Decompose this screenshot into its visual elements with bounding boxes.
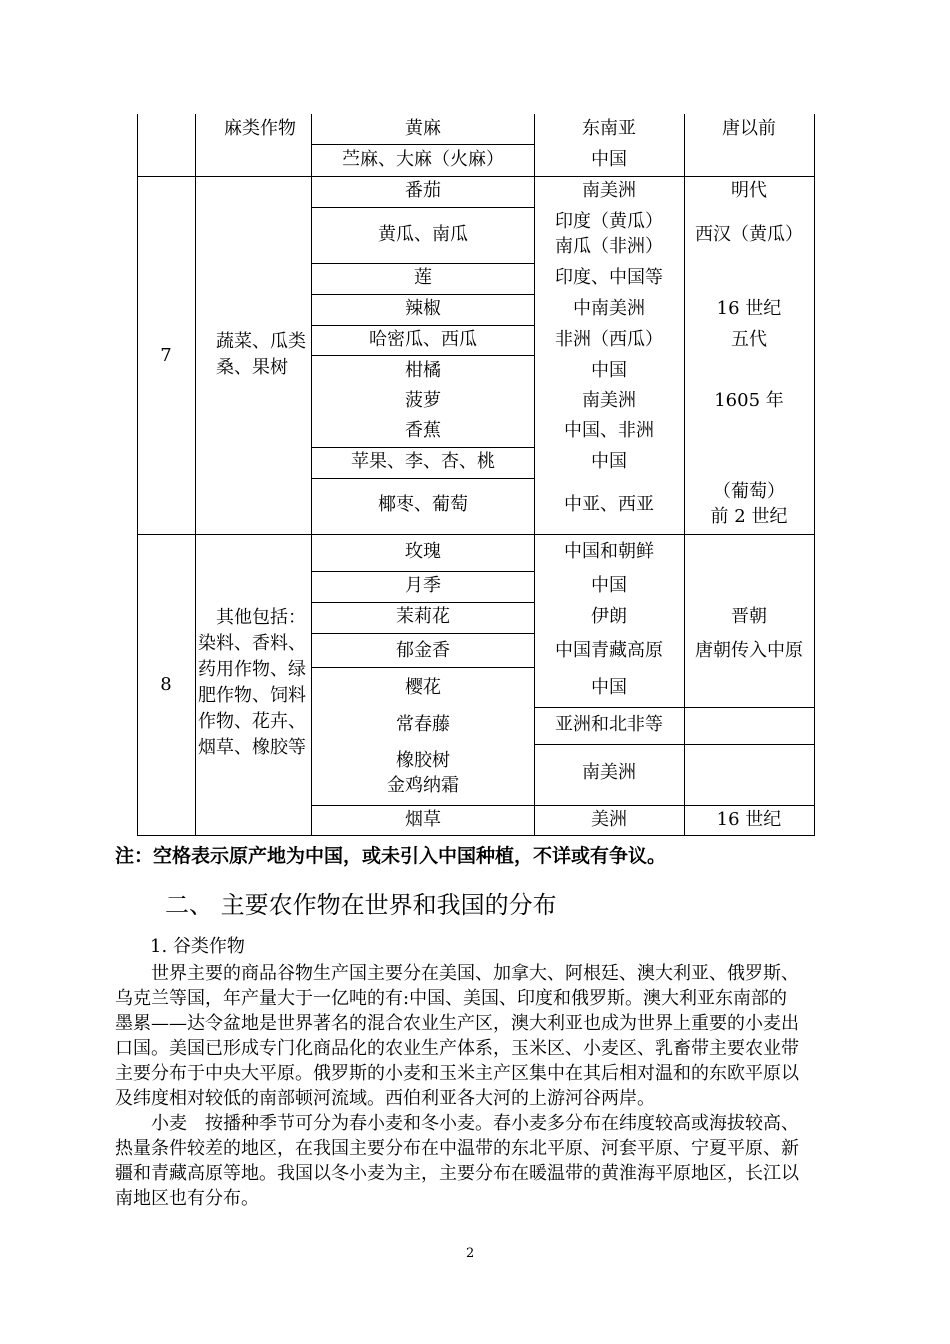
crop-name-cell: 常春藤 xyxy=(396,714,450,735)
table-col-divider xyxy=(684,114,685,836)
origin-cell: 亚洲和北非等 xyxy=(555,714,663,735)
crop-name-cell: 樱花 xyxy=(405,677,441,698)
category-cell-line: 药用作物、绿 xyxy=(198,659,306,680)
origin-cell: 南美洲 xyxy=(582,762,636,783)
table-cell-divider xyxy=(534,707,815,708)
paragraph-line: 乌克兰等国，年产量大于一亿吨的有:中国、美国、印度和俄罗斯。澳大利亚东南部的 xyxy=(115,988,788,1009)
paragraph-line: 世界主要的商品谷物生产国主要分在美国、加拿大、阿根廷、澳大利亚、俄罗斯、 xyxy=(151,963,799,984)
table-cell-divider xyxy=(311,263,535,264)
paragraph-line: 小麦 按播种季节可分为春小麦和冬小麦。春小麦多分布在纬度较高或海拔较高、 xyxy=(151,1113,799,1134)
crop-name-cell: 烟草 xyxy=(405,809,441,830)
crop-name-cell: 苹果、李、杏、桃 xyxy=(351,451,495,472)
table-note: 注：空格表示原产地为中国，或未引入中国种植，不详或有争议。 xyxy=(115,845,667,867)
table-cell-divider xyxy=(311,355,535,356)
origin-cell-line: 印度（黄瓜） xyxy=(555,211,663,232)
subsection-heading: 1. 谷类作物 xyxy=(150,936,245,957)
table-cell-divider xyxy=(311,478,535,479)
table-cell-divider xyxy=(534,744,815,745)
crop-name-cell: 苎麻、大麻（火麻） xyxy=(342,149,504,170)
crop-name-cell: 玫瑰 xyxy=(405,541,441,562)
table-row-divider xyxy=(137,534,815,535)
introduction-time-cell: 1605 年 xyxy=(714,390,784,411)
paragraph-line: 南地区也有分布。 xyxy=(115,1188,259,1209)
paragraph-line: 墨累——达令盆地是世界著名的混合农业生产区，澳大利亚也成为世界上重要的小麦出 xyxy=(115,1013,799,1034)
origin-cell: 中国 xyxy=(591,149,627,170)
table-cell-divider xyxy=(311,633,535,634)
crop-name-cell: 哈密瓜、西瓜 xyxy=(369,329,477,350)
table-cell-divider xyxy=(311,447,535,448)
origin-cell: 美洲 xyxy=(591,809,627,830)
crop-name-cell-line: 橡胶树 xyxy=(396,750,450,771)
paragraph-line: 及纬度相对较低的南部顿河流域。西伯利亚各大河的上游河谷两岸。 xyxy=(115,1088,655,1109)
table-cell-divider xyxy=(311,667,535,668)
origin-cell-line: 南瓜（非洲） xyxy=(555,236,663,257)
origin-cell: 中国和朝鲜 xyxy=(564,541,654,562)
introduction-time-cell: 晋朝 xyxy=(731,606,767,627)
origin-cell: 东南亚 xyxy=(582,118,636,139)
crop-name-cell: 茉莉花 xyxy=(396,606,450,627)
origin-cell: 中国 xyxy=(591,451,627,472)
crop-name-cell: 月季 xyxy=(405,575,441,596)
table-col-divider xyxy=(195,114,196,836)
table-row-divider xyxy=(137,176,815,177)
paragraph-line: 疆和青藏高原等地。我国以冬小麦为主，主要分布在暖温带的黄淮海平原地区，长江以 xyxy=(115,1163,799,1184)
table-cell-divider xyxy=(311,602,535,603)
category-cell-line: 烟草、橡胶等 xyxy=(198,737,306,758)
category-cell-line: 其他包括： xyxy=(216,607,306,628)
paragraph-line: 主要分布于中央大平原。俄罗斯的小麦和玉米主产区集中在其后相对温和的东欧平原以 xyxy=(115,1063,799,1084)
origin-cell: 中国 xyxy=(591,575,627,596)
origin-cell: 中国 xyxy=(591,677,627,698)
category-cell-line: 染料、香料、 xyxy=(198,633,306,654)
introduction-time-cell-line: （葡萄） xyxy=(713,481,785,502)
category-cell-line: 作物、花卉、 xyxy=(198,711,306,732)
crop-name-cell: 香蕉 xyxy=(405,420,441,441)
paragraph-line: 热量条件较差的地区，在我国主要分布在中温带的东北平原、河套平原、宁夏平原、新 xyxy=(115,1138,799,1159)
origin-cell: 中亚、西亚 xyxy=(564,494,654,515)
origin-cell: 南美洲 xyxy=(582,390,636,411)
table-cell-divider xyxy=(311,805,815,806)
category-cell-line: 蔬菜、瓜类 xyxy=(216,331,306,352)
paragraph-commodity-grain xyxy=(115,961,839,1111)
origin-cell: 非洲（西瓜） xyxy=(555,329,663,350)
crop-name-cell: 黄麻 xyxy=(405,118,441,139)
crop-name-cell: 黄瓜、南瓜 xyxy=(378,224,468,245)
introduction-time-cell-line: 前 2 世纪 xyxy=(710,506,788,527)
origin-cell: 印度、中国等 xyxy=(555,267,663,288)
introduction-time-cell: 明代 xyxy=(731,180,767,201)
crop-name-cell: 郁金香 xyxy=(396,640,450,661)
category-cell: 麻类作物 xyxy=(224,118,296,139)
table-cell-divider xyxy=(311,144,535,145)
table-cell-divider xyxy=(311,294,535,295)
crop-name-cell: 柑橘 xyxy=(405,360,441,381)
crop-name-cell-line: 金鸡纳霜 xyxy=(387,775,459,796)
crop-name-cell: 椰枣、葡萄 xyxy=(378,494,468,515)
introduction-time-cell: 西汉（黄瓜） xyxy=(695,224,803,245)
crop-name-cell: 番茄 xyxy=(405,180,441,201)
row-number: 8 xyxy=(160,674,172,695)
introduction-time-cell: 16 世纪 xyxy=(716,809,782,830)
paragraph-line: 口国。美国已形成专门化商品化的农业生产体系，玉米区、小麦区、乳畜带主要农业带 xyxy=(115,1038,799,1059)
row-number: 7 xyxy=(160,345,172,366)
paragraph-wheat xyxy=(115,1111,839,1211)
table-cell-divider xyxy=(311,207,535,208)
origin-cell: 南美洲 xyxy=(582,180,636,201)
category-cell-line: 肥作物、饲料 xyxy=(198,685,306,706)
origin-cell: 伊朗 xyxy=(591,606,627,627)
table-cell-divider xyxy=(311,325,535,326)
table-border-left xyxy=(137,114,138,836)
table-border-bottom xyxy=(137,835,815,836)
category-cell-line: 桑、果树 xyxy=(216,357,288,378)
page-number: 2 xyxy=(466,1246,475,1261)
crop-name-cell: 辣椒 xyxy=(405,298,441,319)
introduction-time-cell: 唐朝传入中原 xyxy=(695,640,803,661)
origin-cell: 中国、非洲 xyxy=(564,420,654,441)
origin-cell: 中南美洲 xyxy=(573,298,645,319)
origin-cell: 中国 xyxy=(591,360,627,381)
section-heading: 二、 主要农作物在世界和我国的分布 xyxy=(165,891,557,919)
introduction-time-cell: 五代 xyxy=(731,329,767,350)
crop-name-cell: 菠萝 xyxy=(405,390,441,411)
table-border-right xyxy=(814,114,815,836)
table-cell-divider xyxy=(311,571,535,572)
origin-cell: 中国青藏高原 xyxy=(555,640,663,661)
crop-name-cell: 莲 xyxy=(414,267,432,288)
introduction-time-cell: 16 世纪 xyxy=(716,298,782,319)
introduction-time-cell: 唐以前 xyxy=(722,118,776,139)
